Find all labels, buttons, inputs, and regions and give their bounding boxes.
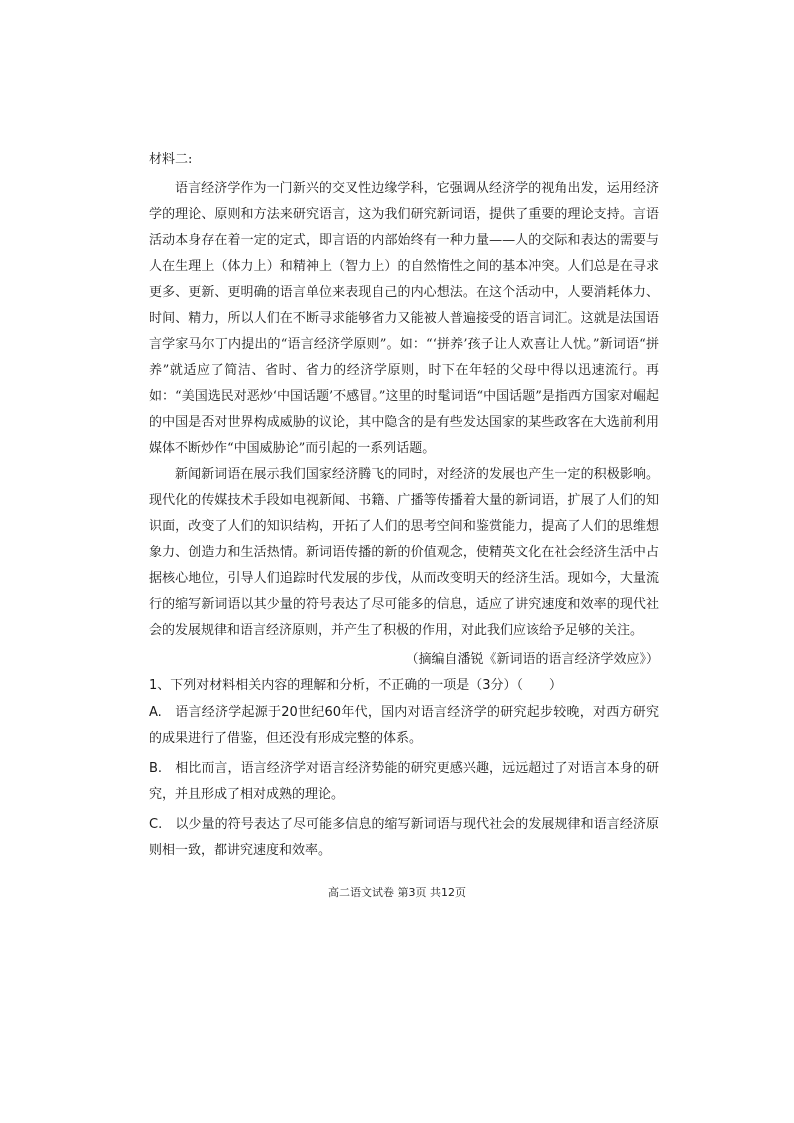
option-b: B. 相比而言，语言经济学对语言经济势能的研究更感兴趣，远远超过了对语言本身的研究，并且形成了相对成熟的理论。 bbox=[149, 761, 659, 802]
question-stem: 1、下列对材料相关内容的理解和分析，不正确的一项是（3分）（ ） bbox=[149, 678, 563, 693]
passage-paragraph-1: 语言经济学作为一门新兴的交叉性边缘学科，它强调从经济学的视角出发，运用经济学的理论、原则和方法来研究语言，这为我们研究新词语，提供了重要的理论支持。言语活动本身存在着一定的定式，即言语的内部始终有一种力量——人的交际和表达的需要与人在生理上（体力上）和精神上（智力上）的自然惰性之间的基本冲突。人们总是在寻求更多、更新、更明确的语言单位来表现自己的内心想法。在这个活动中，人要消耗体力、时间、精力，所以人们在不断寻求能够省力又能被人普遍接受的语言词汇。这就是法国语言学家马尔丁内提出的“语言经济学原则”。如：“‘拼养’孩子让人欢喜让人忧。”新词语“拼养”就适应了简洁、省时、省力的经济学原则，时下在年轻的父母中得以迅速流行。再如：“美国选民对恶炒‘中国话题’不感冒。”这里的时髦词语“中国话题”是指西方国家对崛起的中国是否对世界构成威胁的议论，其中隐含的是有些发达国家的某些政客在大选前利用媒体不断炒作“中国威胁论”而引起的一系列话题。 bbox=[149, 181, 659, 456]
option-c: C. 以少量的符号表达了尽可能多信息的缩写新词语与现代社会的发展规律和语言经济原则相一致，都讲究速度和效率。 bbox=[149, 817, 659, 858]
question-1 bbox=[149, 674, 659, 864]
page-footer: 高二语文试卷 第3页 共12页 bbox=[328, 886, 466, 899]
passage-source-citation: （摘编自潘锐《新词语的语言经济学效应》） bbox=[405, 652, 659, 667]
option-a: A. 语言经济学起源于20世纪60年代，国内对语言经济学的研究起步较晚，对西方研究的成果进行了借鉴，但还没有形成完整的体系。 bbox=[149, 705, 659, 746]
exam-page-content bbox=[149, 150, 659, 868]
passage-paragraph-2: 新闻新词语在展示我们国家经济腾飞的同时，对经济的发展也产生一定的积极影响。现代化的传媒技术手段如电视新闻、书籍、广播等传播着大量的新词语，扩展了人们的知识面，改变了人们的知识结构，开拓了人们的思考空间和鉴赏能力，提高了人们的思维想象力、创造力和生活热情。新词语传播的新的价值观念，使精英文化在社会经济生活中占据核心地位，引导人们追踪时代发展的步伐，从而改变明天的经济生活。现如今，大量流行的缩写新词语以其少量的符号表达了尽可能多的信息，适应了讲究速度和效率的现代社会的发展规律和语言经济原则，并产生了积极的作用，对此我们应该给予足够的关注。 bbox=[149, 467, 659, 638]
section-label: 材料二: bbox=[149, 152, 193, 167]
